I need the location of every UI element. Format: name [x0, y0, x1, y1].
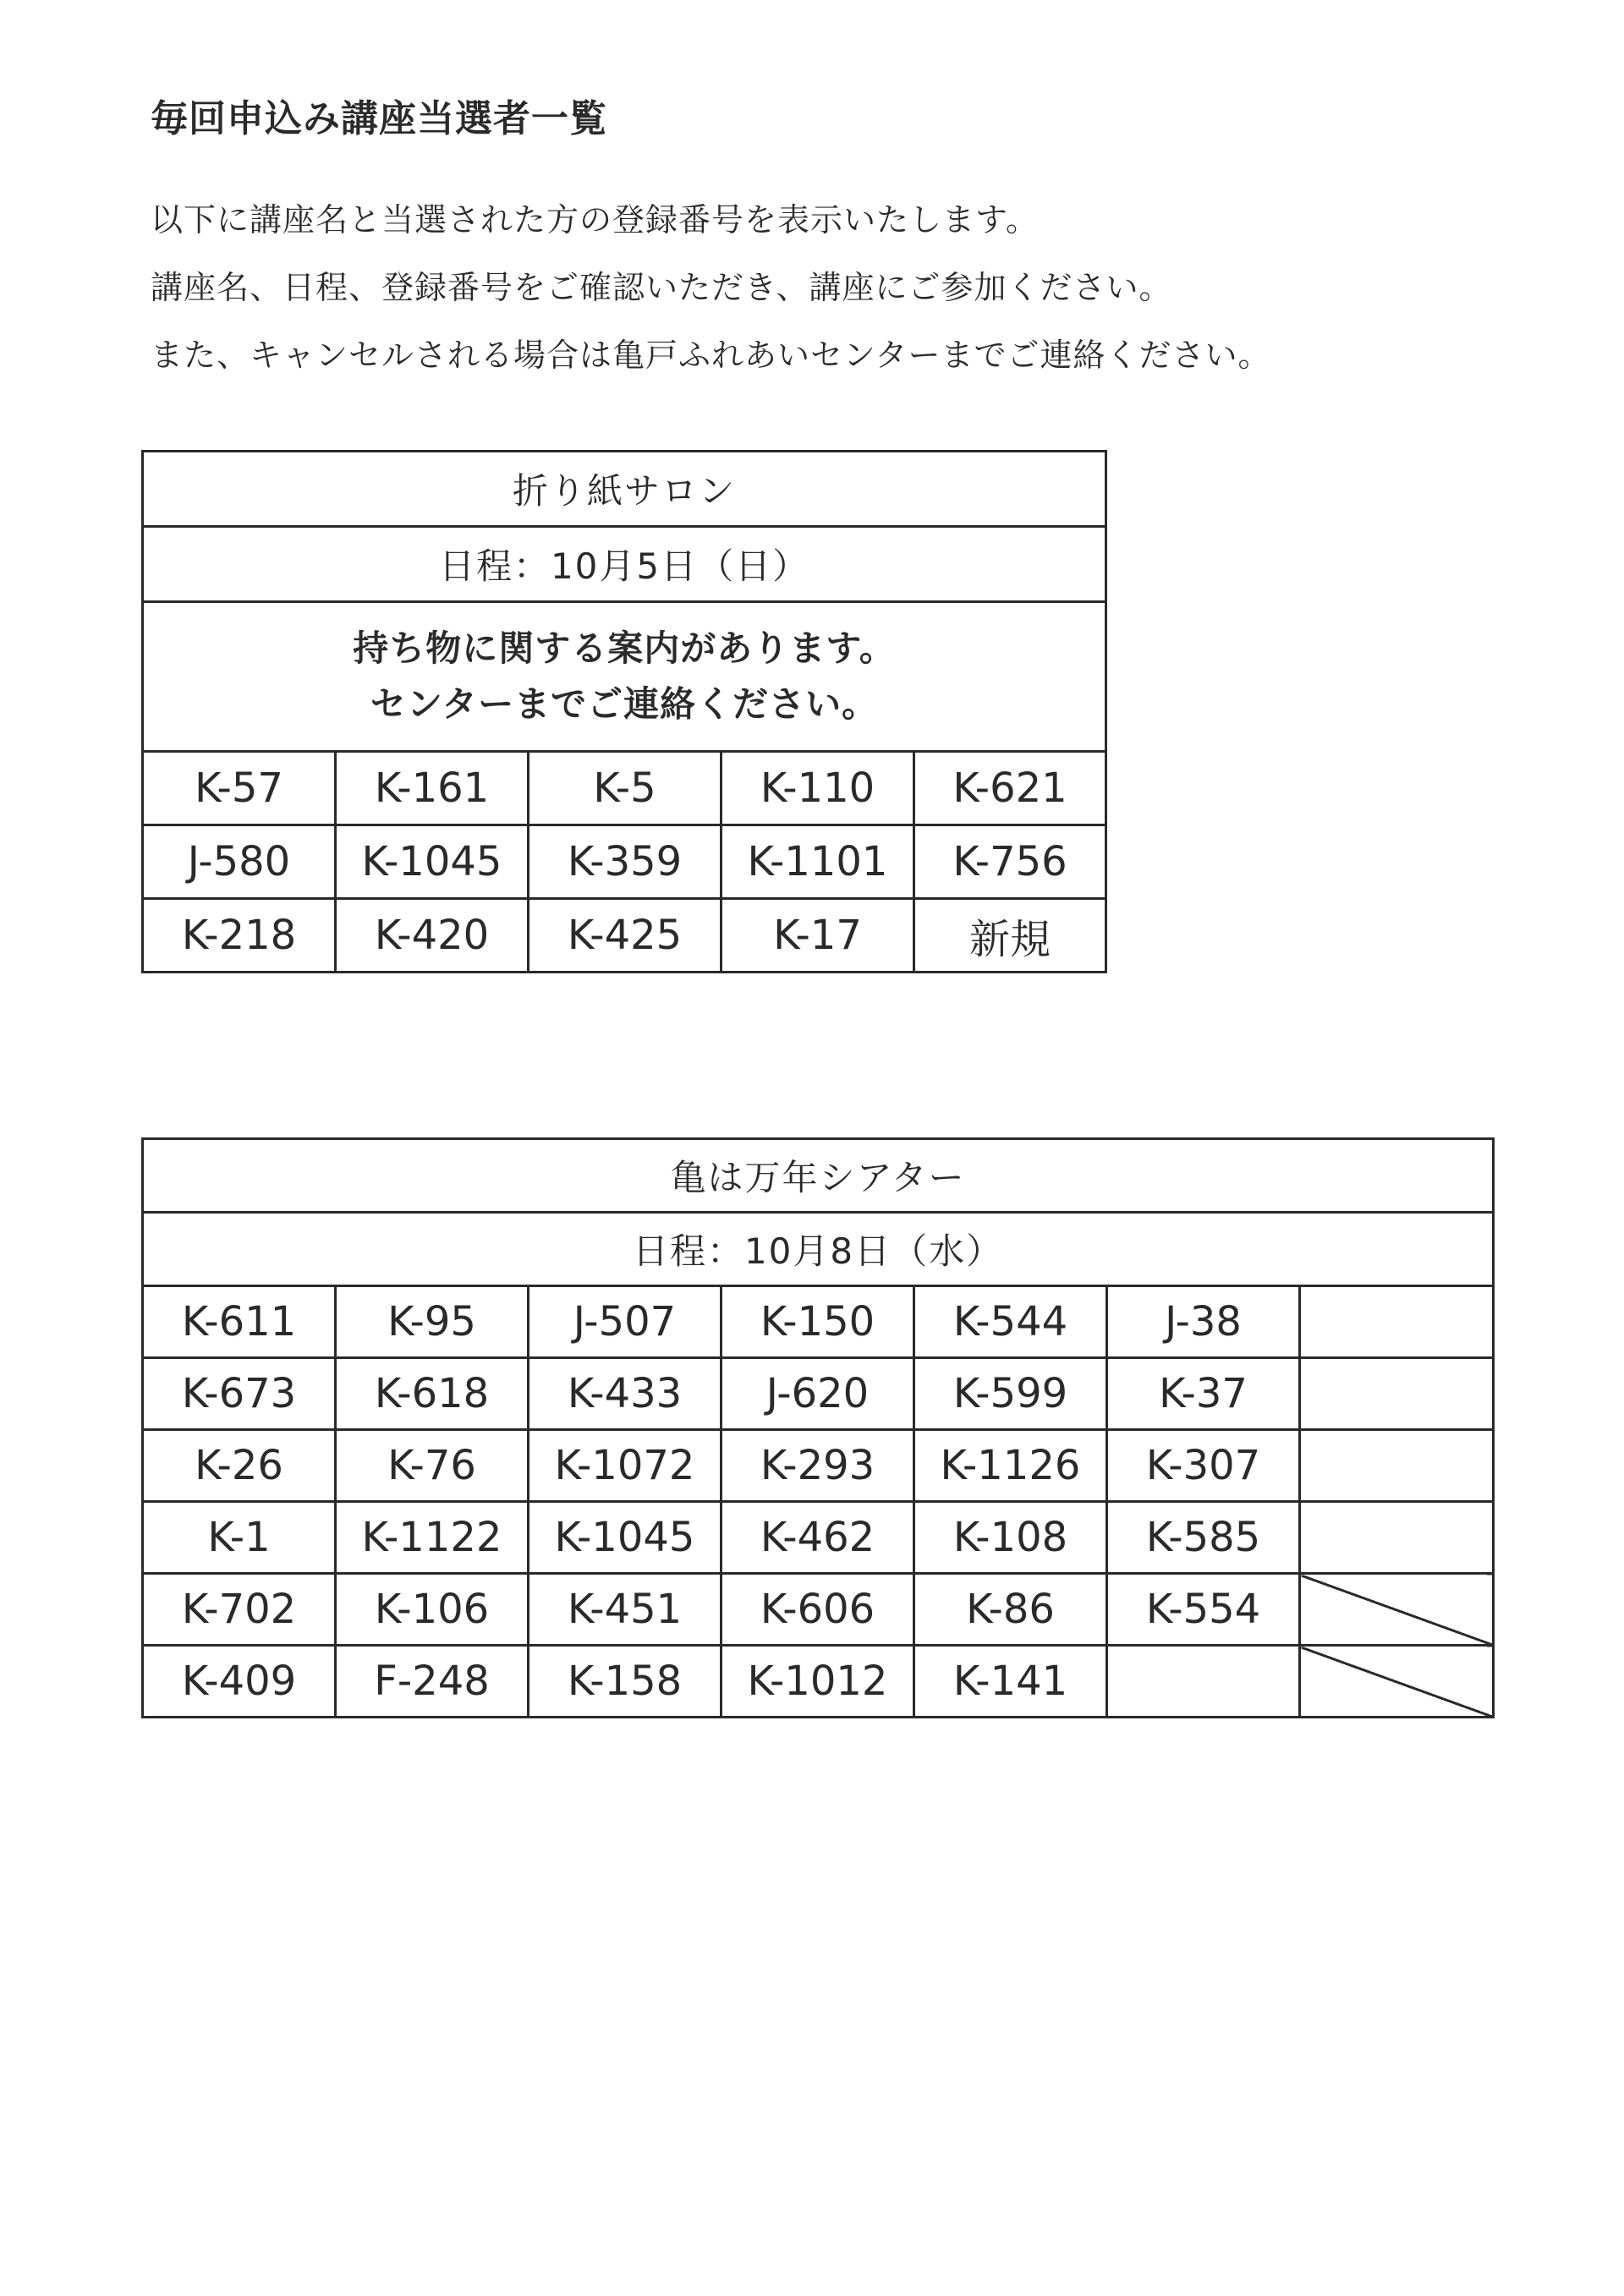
- registration-number-cell: J-620: [721, 1358, 914, 1430]
- registration-number-cell: K-1045: [529, 1502, 721, 1574]
- table-row: [143, 1286, 1494, 1358]
- registration-number-cell: K-57: [143, 752, 336, 825]
- course-table-theater: [141, 1137, 1495, 1718]
- registration-number-cell: K-110: [721, 752, 914, 825]
- registration-number-cell: K-106: [336, 1574, 529, 1646]
- table-row: [143, 1430, 1494, 1502]
- registration-number-cell: J-507: [529, 1286, 721, 1358]
- course-note-line: 持ち物に関する案内があります。: [353, 627, 896, 669]
- winner-rows: [143, 752, 1106, 973]
- registration-number-cell: K-554: [1107, 1574, 1300, 1646]
- table-row: [143, 1502, 1494, 1574]
- registration-number-cell: K-1045: [336, 825, 529, 899]
- registration-number-cell: K-1122: [336, 1502, 529, 1574]
- intro-text: [151, 186, 1270, 389]
- registration-number-cell: J-38: [1107, 1286, 1300, 1358]
- registration-number-cell: K-218: [143, 899, 336, 973]
- registration-number-cell: K-293: [721, 1430, 914, 1502]
- registration-number-cell: K-359: [529, 825, 721, 899]
- registration-number-cell: K-425: [529, 899, 721, 973]
- registration-number-cell: K-1101: [721, 825, 914, 899]
- registration-number-cell: K-95: [336, 1286, 529, 1358]
- registration-number-cell: [1300, 1646, 1494, 1718]
- table-row: [143, 752, 1106, 825]
- registration-number-cell: [1300, 1574, 1494, 1646]
- registration-number-cell: K-611: [143, 1286, 336, 1358]
- registration-number-cell: [1107, 1646, 1300, 1718]
- registration-number-cell: F-248: [336, 1646, 529, 1718]
- table-row: [143, 899, 1106, 973]
- registration-number-cell: K-108: [914, 1502, 1107, 1574]
- intro-line: 講座名、日程、登録番号をご確認いただき、講座にご参加ください。: [151, 269, 1172, 306]
- registration-number-cell: K-673: [143, 1358, 336, 1430]
- registration-number-cell: K-618: [336, 1358, 529, 1430]
- page-title: 毎回申込み講座当選者一覧: [151, 97, 607, 140]
- registration-number-cell: K-544: [914, 1286, 1107, 1358]
- course-schedule: 日程：10月8日（水）: [143, 1213, 1494, 1286]
- course-table-origami: [141, 450, 1107, 973]
- registration-number-cell: K-462: [721, 1502, 914, 1574]
- course-note: [143, 602, 1106, 752]
- intro-line: 以下に講座名と当選された方の登録番号を表示いたします。: [151, 201, 1039, 238]
- registration-number-cell: K-1126: [914, 1430, 1107, 1502]
- registration-number-cell: K-420: [336, 899, 529, 973]
- registration-number-cell: K-1012: [721, 1646, 914, 1718]
- registration-number-cell: K-141: [914, 1646, 1107, 1718]
- registration-number-cell: [1300, 1358, 1494, 1430]
- registration-number-cell: K-585: [1107, 1502, 1300, 1574]
- registration-number-cell: K-86: [914, 1574, 1107, 1646]
- winner-rows: [143, 1286, 1494, 1718]
- registration-number-cell: K-17: [721, 899, 914, 973]
- table-row: [143, 1646, 1494, 1718]
- registration-number-cell: K-5: [529, 752, 721, 825]
- registration-number-cell: [1300, 1430, 1494, 1502]
- intro-line: また、キャンセルされる場合は亀戸ふれあいセンターまでご連絡ください。: [151, 337, 1271, 374]
- course-name: 亀は万年シアター: [143, 1139, 1494, 1213]
- table-row: [143, 825, 1106, 899]
- registration-number-cell: [1300, 1286, 1494, 1358]
- course-note-line: センターまでご連絡ください。: [370, 683, 879, 725]
- registration-number-cell: K-621: [914, 752, 1106, 825]
- registration-number-cell: 新規: [914, 899, 1106, 973]
- registration-number-cell: K-37: [1107, 1358, 1300, 1430]
- table-row: [143, 1574, 1494, 1646]
- registration-number-cell: K-451: [529, 1574, 721, 1646]
- registration-number-cell: K-1072: [529, 1430, 721, 1502]
- registration-number-cell: K-606: [721, 1574, 914, 1646]
- registration-number-cell: K-158: [529, 1646, 721, 1718]
- registration-number-cell: J-580: [143, 825, 336, 899]
- registration-number-cell: K-756: [914, 825, 1106, 899]
- table-row: [143, 1358, 1494, 1430]
- registration-number-cell: K-702: [143, 1574, 336, 1646]
- registration-number-cell: K-161: [336, 752, 529, 825]
- registration-number-cell: K-599: [914, 1358, 1107, 1430]
- registration-number-cell: K-26: [143, 1430, 336, 1502]
- registration-number-cell: K-307: [1107, 1430, 1300, 1502]
- registration-number-cell: [1300, 1502, 1494, 1574]
- registration-number-cell: K-409: [143, 1646, 336, 1718]
- registration-number-cell: K-1: [143, 1502, 336, 1574]
- registration-number-cell: K-76: [336, 1430, 529, 1502]
- registration-number-cell: K-433: [529, 1358, 721, 1430]
- course-schedule: 日程：10月5日（日）: [143, 527, 1106, 602]
- registration-number-cell: K-150: [721, 1286, 914, 1358]
- course-name: 折り紙サロン: [143, 452, 1106, 527]
